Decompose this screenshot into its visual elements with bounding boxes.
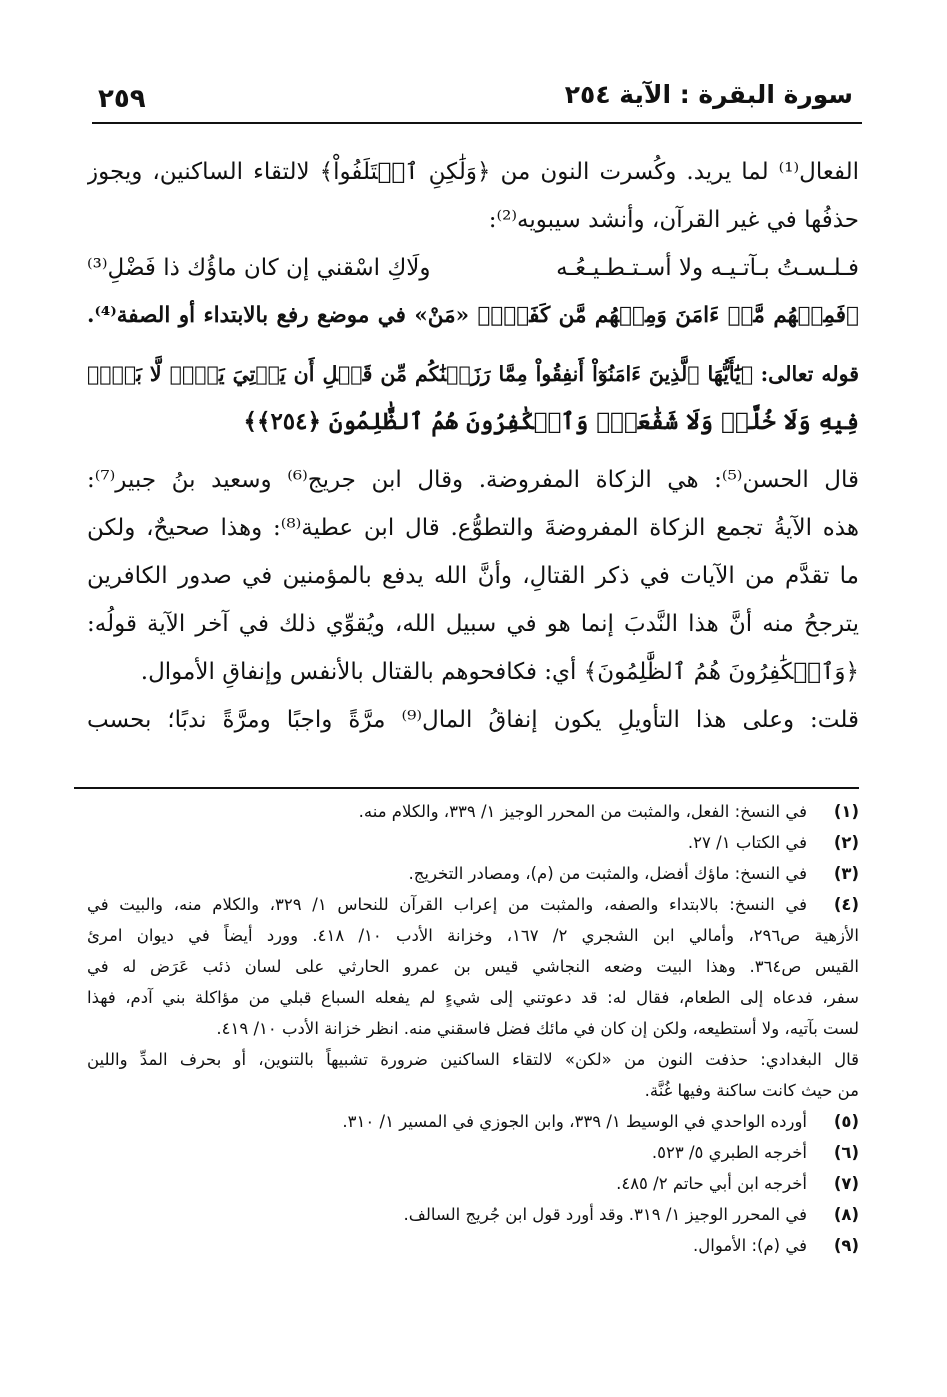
footnote-text: في الكتاب ١/ ٢٧. — [687, 833, 807, 852]
ayah-line — [87, 350, 859, 398]
footnote-line: الأزهية ص٢٩٦، وأمالي ابن الشجري ٢/ ١٦٧، وخزانة الأدب ١٠/ ٤١٨. وورد أيضاً في ديوان امرئ — [87, 926, 859, 945]
footnote — [87, 858, 859, 889]
text-line: الفعال⁽¹⁾ لما يريد. وكُسرت النون من ﴿وَلَٰكِنِ ٱخۡتَلَفُواْ﴾ لالتقاء الساكنين، ويجوز — [87, 159, 859, 185]
footnote-text-block — [87, 889, 807, 920]
footnote-number: (٤) — [833, 895, 859, 914]
footnote-number: (٢) — [833, 833, 859, 852]
commentary-line: ﴿وَٱلۡكَٰفِرُونَ هُمُ ٱلظَّٰلِمُونَ﴾ أي: فكافحوهم بالقتال بالأنفس وإنفاقِ الأموال. — [140, 659, 859, 685]
poetry-verse — [87, 244, 859, 292]
footnote-line: القيس ص٣٦٤. وهذا البيت وضعه النجاشي قيس بن عمرو الحارثي على لسان ذئب عَرَض له في — [87, 957, 860, 976]
footnote-text: في المحرر الوجيز ١/ ٣١٩. وقد أورد قول ابن جُريج السالف. — [403, 1205, 807, 1224]
commentary-line: هذه الآيةُ تجمع الزكاة المفروضةَ والتطوُّع. قال ابن عطية⁽⁸⁾: وهذا صحيحٌ، ولكن — [87, 515, 859, 541]
verse-hemistich-first: فـلـسـتُ بـآتـيـه ولا أسـتـطـيـعُـه — [556, 255, 859, 281]
footnote-line: من حيث كانت ساكنة وفيها غُنَّة. — [644, 1081, 859, 1100]
footnote-rule — [74, 787, 859, 789]
footnote-text: أورده الواحدي في الوسيط ١/ ٣٣٩، وابن الجوزي في المسير ١/ ٣١٠. — [342, 1112, 807, 1131]
footnotes — [87, 796, 859, 1261]
footnote-text: في النسخ: ماؤك أفضل، والمثبت من (م)، ومصادر التخريج. — [408, 864, 807, 883]
commentary-line: قال الحسن⁽⁵⁾: هي الزكاة المفروضة. وقال ابن جريج⁽⁶⁾ وسعيد بنُ جبير⁽⁷⁾: — [87, 467, 859, 493]
main-text — [87, 148, 859, 744]
footnote — [87, 827, 859, 858]
footnote-line: قال البغدادي: حذفت النون من «لكن» لالتقاء الساكنين ضرورة تشبيهاً بالتنوين، أو بحرف المدِّ واللين — [87, 1050, 859, 1069]
footnote — [87, 1199, 859, 1230]
verse-hemistich-second: ولَاكِ اسْقني إن كان ماؤُك ذا فَضْلِ⁽³⁾ — [87, 255, 431, 281]
commentary-line: ما تقدَّم من الآيات في ذكر القتالِ، وأنَّ الله يدفع بالمؤمنين في صدور الكافرين — [87, 563, 859, 589]
ayah-text-2: فِيهِ وَلَا خُلَّةٞ وَلَا شَفَٰعَةٞۗ وَٱلۡكَٰفِرُونَ هُمُ ٱلظَّٰلِمُونَ ﴿٢٥٤﴾﴾ — [243, 408, 859, 435]
footnote-number: (٩) — [833, 1236, 859, 1255]
footnote-text: أخرجه الطبري ٥/ ٥٢٣. — [651, 1143, 807, 1162]
text-line: حذفُها في غير القرآن، وأنشد سيبويه⁽²⁾: — [488, 207, 859, 233]
commentary-line: قلت: وعلى هذا التأويلِ يكون إنفاقُ المال⁽⁹⁾ مرَّةً واجبًا ومرَّةً ندبًا؛ بحسب — [87, 707, 859, 733]
footnote — [87, 1137, 859, 1168]
footnote-line: سفر، فدعاه إلى الطعام، فقال له: قد دعوتني إلى شيءٍ لم يفعله السباع قبلي من مؤاكلة بني آدم، فهذا — [87, 988, 859, 1007]
ayah-intro: قوله تعالى: — [760, 362, 859, 386]
header-rule — [92, 122, 862, 124]
footnote — [87, 1230, 859, 1261]
footnote-line: لست بآتيه، ولا أستطيعه، ولكن إن كان في مائك فضل فاسقني منه. انظر خزانة الأدب ١٠/ ٤١٩. — [216, 1019, 859, 1038]
footnote — [87, 796, 859, 827]
footnote-number: (٦) — [833, 1143, 859, 1162]
footnote-number: (٧) — [833, 1174, 859, 1193]
page-number: ٢٥٩ — [98, 84, 146, 114]
footnote — [87, 889, 859, 920]
footnote-number: (٨) — [833, 1205, 859, 1224]
footnote-number: (١) — [833, 802, 859, 821]
footnote-line: في النسخ: بالابتداء والصفه، والمثبت من إعراب القرآن للنحاس ١/ ٣٢٩، والكلام منه، والبيت في — [87, 895, 807, 914]
footnote-text: في (م): الأموال. — [693, 1236, 807, 1255]
footnote-number: (٣) — [833, 864, 859, 883]
running-head: سورة البقرة : الآية ٢٥٤ — [564, 80, 853, 109]
footnote-text: في النسخ: الفعل، والمثبت من المحرر الوجيز ١/ ٣٣٩، والكلام منه. — [358, 802, 807, 821]
ayah-text-1: ﴿يَٰٓأَيُّهَا ٱلَّذِينَ ءَامَنُوٓاْ أَنفِقُواْ مِمَّا رَزَقۡنَٰكُم مِّن قَبۡلِ أَن يَأۡتِيَ يَوۡمٞ لَّا بَيۡعٞ — [87, 362, 754, 386]
quran-quote-line: ﴿فَمِنۡهُم مَّنۡ ءَامَنَ وَمِنۡهُم مَّن كَفَرَۚ﴾ «مَنْ» في موضع رفع بالابتداء أو الصفة⁽⁴⁾. — [87, 303, 859, 328]
commentary-line: يترجحُ منه أنَّ هذا النَّدبَ إنما هو في سبيل الله، ويُقوِّي ذلك في آخر الآية قولُه: — [87, 611, 859, 637]
footnote — [87, 1106, 859, 1137]
footnote — [87, 1168, 859, 1199]
footnote-number: (٥) — [833, 1112, 859, 1131]
footnote-text: أخرجه ابن أبي حاتم ٢/ ٤٨٥. — [616, 1174, 807, 1193]
